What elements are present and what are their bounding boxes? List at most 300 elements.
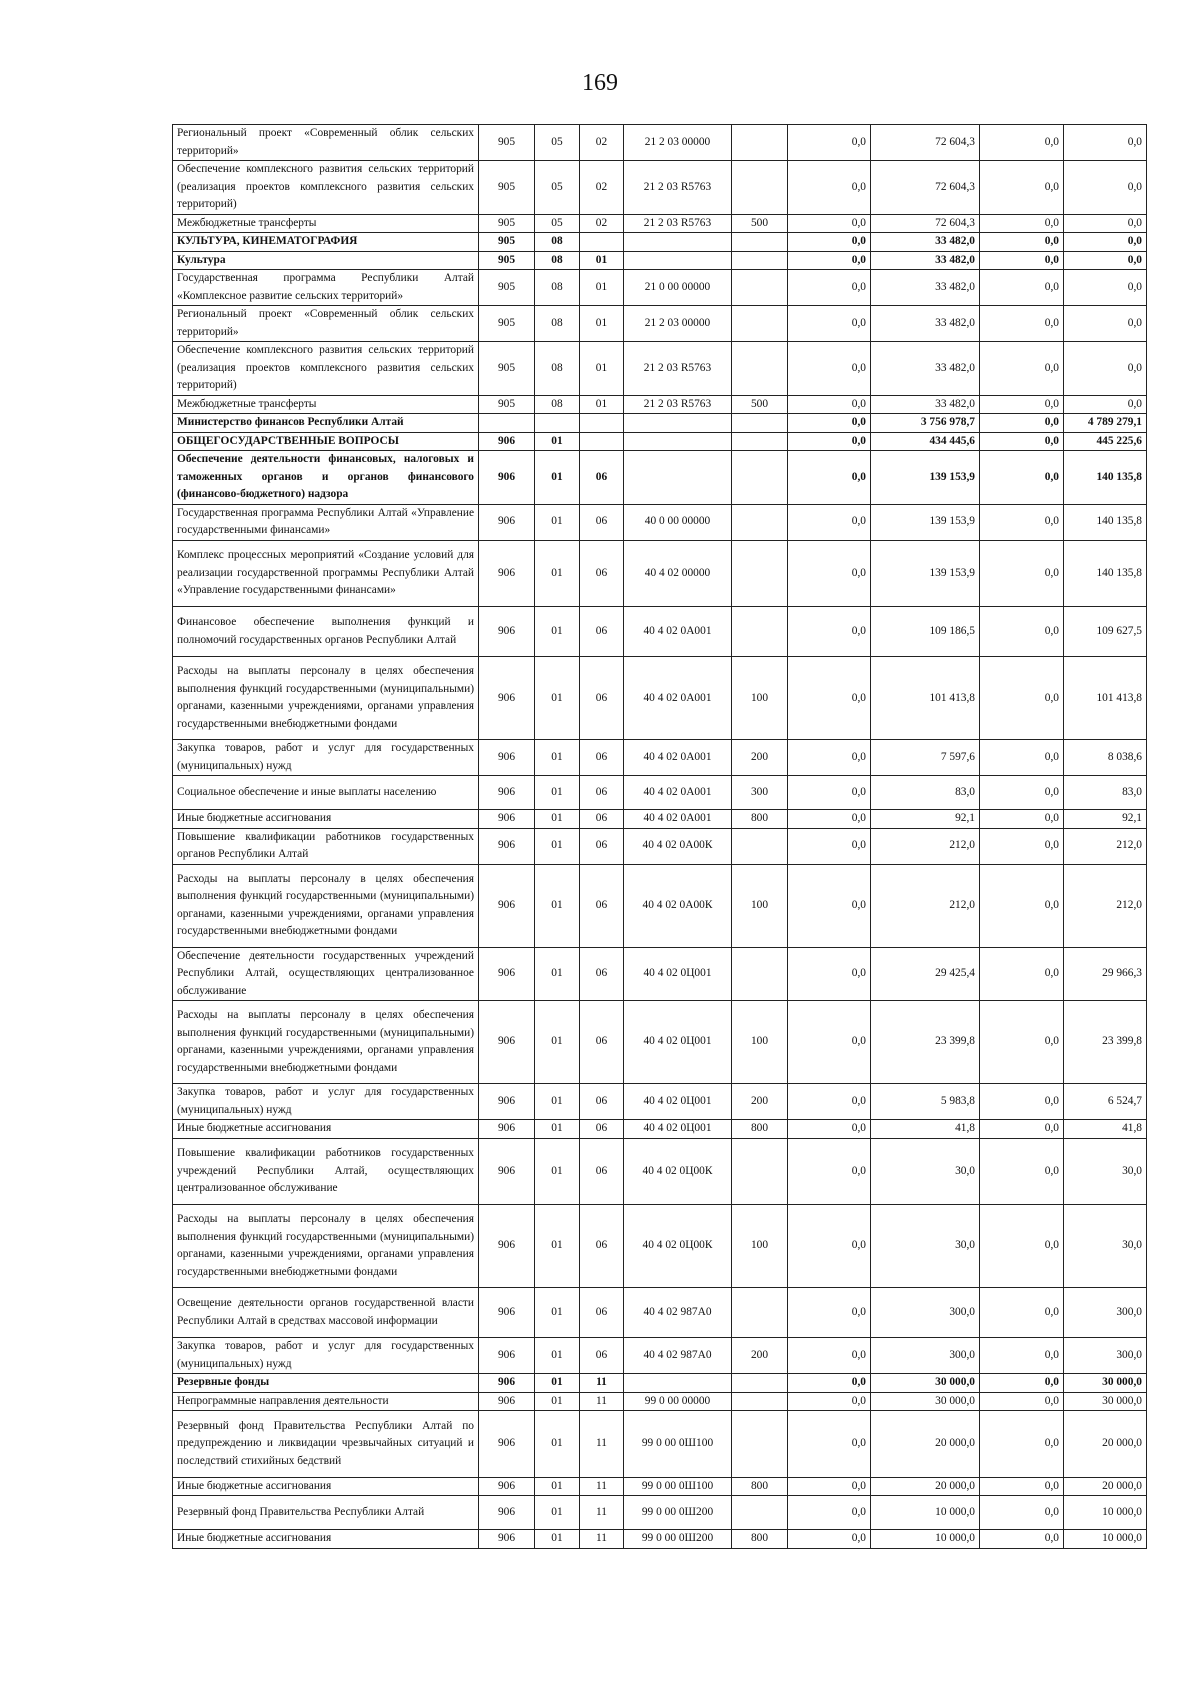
value-cell-4: 92,1 — [1064, 810, 1147, 829]
table-row — [173, 540, 1147, 607]
target-article-cell: 40 4 02 0А00К — [624, 828, 732, 864]
value-cell-1: 0,0 — [788, 504, 871, 540]
table-row — [173, 1477, 1147, 1496]
table-row — [173, 1084, 1147, 1120]
ministry-code-cell: 906 — [479, 828, 535, 864]
value-cell-3: 0,0 — [980, 864, 1064, 947]
value-cell-3: 0,0 — [980, 504, 1064, 540]
subsection-code-cell: 06 — [580, 1138, 624, 1205]
value-cell-4: 140 135,8 — [1064, 504, 1147, 540]
subsection-code-cell: 01 — [580, 251, 624, 270]
section-code-cell: 01 — [535, 1374, 580, 1393]
target-article-cell: 40 4 02 0Ц001 — [624, 1084, 732, 1120]
value-cell-1: 0,0 — [788, 1001, 871, 1084]
expense-type-cell: 100 — [732, 1001, 788, 1084]
row-name-cell: Повышение квалификации работников государственных учреждений Республики Алтай, осуществляющих централизованное обслуживание — [173, 1138, 479, 1205]
value-cell-2: 5 983,8 — [871, 1084, 980, 1120]
value-cell-2: 30 000,0 — [871, 1392, 980, 1411]
value-cell-2: 30,0 — [871, 1138, 980, 1205]
target-article-cell: 40 4 02 00000 — [624, 540, 732, 607]
target-article-cell: 40 4 02 987А0 — [624, 1338, 732, 1374]
target-article-cell — [624, 233, 732, 252]
section-code-cell: 01 — [535, 740, 580, 776]
subsection-code-cell: 06 — [580, 1288, 624, 1338]
subsection-code-cell: 06 — [580, 1001, 624, 1084]
table-row — [173, 306, 1147, 342]
section-code-cell: 01 — [535, 451, 580, 505]
section-code-cell: 01 — [535, 1338, 580, 1374]
expense-type-cell — [732, 451, 788, 505]
value-cell-2: 33 482,0 — [871, 270, 980, 306]
value-cell-1: 0,0 — [788, 657, 871, 740]
target-article-cell: 40 4 02 0А001 — [624, 810, 732, 829]
value-cell-1: 0,0 — [788, 270, 871, 306]
value-cell-3: 0,0 — [980, 1138, 1064, 1205]
section-code-cell: 01 — [535, 432, 580, 451]
expense-type-cell — [732, 161, 788, 215]
row-name-cell: Резервный фонд Правительства Республики Алтай по предупреждению и ликвидации чрезвычайных ситуаций и последствий стихийных бедствий — [173, 1411, 479, 1478]
subsection-code-cell — [580, 432, 624, 451]
value-cell-1: 0,0 — [788, 1530, 871, 1549]
value-cell-2: 20 000,0 — [871, 1411, 980, 1478]
value-cell-4: 30 000,0 — [1064, 1374, 1147, 1393]
expense-type-cell — [732, 342, 788, 396]
expense-type-cell: 200 — [732, 1084, 788, 1120]
subsection-code-cell: 06 — [580, 1084, 624, 1120]
row-name-cell: Повышение квалификации работников государственных органов Республики Алтай — [173, 828, 479, 864]
target-article-cell: 40 4 02 0А00К — [624, 864, 732, 947]
table-row — [173, 776, 1147, 810]
subsection-code-cell: 06 — [580, 810, 624, 829]
value-cell-4: 6 524,7 — [1064, 1084, 1147, 1120]
subsection-code-cell: 06 — [580, 947, 624, 1001]
ministry-code-cell: 906 — [479, 947, 535, 1001]
value-cell-2: 20 000,0 — [871, 1477, 980, 1496]
expense-type-cell — [732, 1374, 788, 1393]
value-cell-2: 41,8 — [871, 1120, 980, 1139]
subsection-code-cell: 06 — [580, 828, 624, 864]
table-row — [173, 1338, 1147, 1374]
value-cell-4: 8 038,6 — [1064, 740, 1147, 776]
value-cell-3: 0,0 — [980, 125, 1064, 161]
section-code-cell: 08 — [535, 251, 580, 270]
value-cell-3: 0,0 — [980, 451, 1064, 505]
section-code-cell: 01 — [535, 540, 580, 607]
expense-type-cell: 300 — [732, 776, 788, 810]
value-cell-3: 0,0 — [980, 161, 1064, 215]
ministry-code-cell: 905 — [479, 125, 535, 161]
target-article-cell: 99 0 00 00000 — [624, 1392, 732, 1411]
value-cell-3: 0,0 — [980, 1205, 1064, 1288]
value-cell-2: 139 153,9 — [871, 451, 980, 505]
value-cell-4: 30,0 — [1064, 1138, 1147, 1205]
expense-type-cell: 200 — [732, 740, 788, 776]
row-name-cell: Резервные фонды — [173, 1374, 479, 1393]
ministry-code-cell: 906 — [479, 1496, 535, 1530]
expense-type-cell: 500 — [732, 395, 788, 414]
target-article-cell: 40 4 02 0Ц00К — [624, 1138, 732, 1205]
value-cell-1: 0,0 — [788, 1338, 871, 1374]
target-article-cell: 40 4 02 987А0 — [624, 1288, 732, 1338]
budget-table — [172, 124, 1147, 1549]
ministry-code-cell — [479, 414, 535, 433]
target-article-cell — [624, 414, 732, 433]
table-row — [173, 432, 1147, 451]
value-cell-4: 300,0 — [1064, 1338, 1147, 1374]
value-cell-3: 0,0 — [980, 342, 1064, 396]
ministry-code-cell: 906 — [479, 1392, 535, 1411]
table-row — [173, 947, 1147, 1001]
section-code-cell: 01 — [535, 1001, 580, 1084]
value-cell-3: 0,0 — [980, 540, 1064, 607]
value-cell-1: 0,0 — [788, 828, 871, 864]
value-cell-4: 10 000,0 — [1064, 1496, 1147, 1530]
ministry-code-cell: 906 — [479, 1477, 535, 1496]
value-cell-4: 41,8 — [1064, 1120, 1147, 1139]
subsection-code-cell — [580, 233, 624, 252]
table-row — [173, 251, 1147, 270]
value-cell-1: 0,0 — [788, 342, 871, 396]
table-row — [173, 1411, 1147, 1478]
subsection-code-cell: 01 — [580, 342, 624, 396]
value-cell-1: 0,0 — [788, 1411, 871, 1478]
ministry-code-cell: 905 — [479, 161, 535, 215]
subsection-code-cell: 02 — [580, 161, 624, 215]
value-cell-2: 72 604,3 — [871, 125, 980, 161]
value-cell-4: 445 225,6 — [1064, 432, 1147, 451]
row-name-cell: Обеспечение деятельности государственных учреждений Республики Алтай, осуществляющих централизованное обслуживание — [173, 947, 479, 1001]
value-cell-3: 0,0 — [980, 1374, 1064, 1393]
section-code-cell: 01 — [535, 1138, 580, 1205]
value-cell-2: 3 756 978,7 — [871, 414, 980, 433]
ministry-code-cell: 906 — [479, 1001, 535, 1084]
value-cell-1: 0,0 — [788, 1084, 871, 1120]
target-article-cell: 40 4 02 0Ц001 — [624, 947, 732, 1001]
value-cell-3: 0,0 — [980, 1392, 1064, 1411]
value-cell-2: 23 399,8 — [871, 1001, 980, 1084]
value-cell-4: 30,0 — [1064, 1205, 1147, 1288]
section-code-cell: 01 — [535, 1496, 580, 1530]
value-cell-1: 0,0 — [788, 1392, 871, 1411]
value-cell-3: 0,0 — [980, 1084, 1064, 1120]
row-name-cell: Культура — [173, 251, 479, 270]
table-row — [173, 451, 1147, 505]
value-cell-1: 0,0 — [788, 414, 871, 433]
subsection-code-cell — [580, 414, 624, 433]
subsection-code-cell: 11 — [580, 1392, 624, 1411]
section-code-cell: 01 — [535, 1288, 580, 1338]
value-cell-1: 0,0 — [788, 1496, 871, 1530]
subsection-code-cell: 06 — [580, 657, 624, 740]
subsection-code-cell: 11 — [580, 1530, 624, 1549]
value-cell-3: 0,0 — [980, 607, 1064, 657]
row-name-cell: Иные бюджетные ассигнования — [173, 810, 479, 829]
ministry-code-cell: 906 — [479, 504, 535, 540]
page-number: 169 — [582, 70, 618, 96]
value-cell-1: 0,0 — [788, 125, 871, 161]
section-code-cell: 08 — [535, 233, 580, 252]
target-article-cell: 99 0 00 0Ш200 — [624, 1496, 732, 1530]
subsection-code-cell: 06 — [580, 607, 624, 657]
ministry-code-cell: 906 — [479, 740, 535, 776]
row-name-cell: Закупка товаров, работ и услуг для государственных (муниципальных) нужд — [173, 740, 479, 776]
target-article-cell: 40 4 02 0А001 — [624, 657, 732, 740]
table-row — [173, 1392, 1147, 1411]
table-row — [173, 414, 1147, 433]
row-name-cell: Освещение деятельности органов государственной власти Республики Алтай в средствах массовой информации — [173, 1288, 479, 1338]
expense-type-cell — [732, 540, 788, 607]
expense-type-cell — [732, 306, 788, 342]
section-code-cell: 05 — [535, 161, 580, 215]
section-code-cell: 08 — [535, 395, 580, 414]
value-cell-2: 33 482,0 — [871, 251, 980, 270]
value-cell-1: 0,0 — [788, 233, 871, 252]
value-cell-4: 0,0 — [1064, 306, 1147, 342]
value-cell-2: 300,0 — [871, 1288, 980, 1338]
value-cell-1: 0,0 — [788, 1288, 871, 1338]
row-name-cell: Социальное обеспечение и иные выплаты населению — [173, 776, 479, 810]
section-code-cell — [535, 414, 580, 433]
row-name-cell: Иные бюджетные ассигнования — [173, 1530, 479, 1549]
row-name-cell: КУЛЬТУРА, КИНЕМАТОГРАФИЯ — [173, 233, 479, 252]
table-row — [173, 864, 1147, 947]
section-code-cell: 01 — [535, 947, 580, 1001]
table-row — [173, 270, 1147, 306]
row-name-cell: Обеспечение деятельности финансовых, налоговых и таможенных органов и органов финансового (финансово-бюджетного) надзора — [173, 451, 479, 505]
expense-type-cell: 500 — [732, 214, 788, 233]
expense-type-cell: 800 — [732, 1120, 788, 1139]
table-row — [173, 1496, 1147, 1530]
ministry-code-cell: 905 — [479, 342, 535, 396]
row-name-cell: Финансовое обеспечение выполнения функций и полномочий государственных органов Республики Алтай — [173, 607, 479, 657]
target-article-cell: 99 0 00 0Ш200 — [624, 1530, 732, 1549]
expense-type-cell — [732, 251, 788, 270]
value-cell-1: 0,0 — [788, 1374, 871, 1393]
value-cell-4: 0,0 — [1064, 342, 1147, 396]
value-cell-1: 0,0 — [788, 395, 871, 414]
ministry-code-cell: 906 — [479, 1374, 535, 1393]
table-row — [173, 395, 1147, 414]
expense-type-cell — [732, 828, 788, 864]
value-cell-1: 0,0 — [788, 1138, 871, 1205]
value-cell-1: 0,0 — [788, 306, 871, 342]
ministry-code-cell: 906 — [479, 776, 535, 810]
table-row — [173, 1205, 1147, 1288]
value-cell-3: 0,0 — [980, 828, 1064, 864]
value-cell-4: 212,0 — [1064, 828, 1147, 864]
subsection-code-cell: 11 — [580, 1374, 624, 1393]
target-article-cell: 21 2 03 R5763 — [624, 342, 732, 396]
subsection-code-cell: 06 — [580, 864, 624, 947]
value-cell-3: 0,0 — [980, 233, 1064, 252]
ministry-code-cell: 906 — [479, 1084, 535, 1120]
value-cell-3: 0,0 — [980, 947, 1064, 1001]
row-name-cell: Иные бюджетные ассигнования — [173, 1120, 479, 1139]
row-name-cell: Закупка товаров, работ и услуг для государственных (муниципальных) нужд — [173, 1084, 479, 1120]
target-article-cell: 21 2 03 R5763 — [624, 395, 732, 414]
row-name-cell: Расходы на выплаты персоналу в целях обеспечения выполнения функций государственными (муниципальными) органами, казенными учреждениями, органами управления государственными внебюджетными фондами — [173, 864, 479, 947]
value-cell-1: 0,0 — [788, 214, 871, 233]
value-cell-1: 0,0 — [788, 540, 871, 607]
expense-type-cell — [732, 270, 788, 306]
ministry-code-cell: 906 — [479, 1338, 535, 1374]
table-row — [173, 1120, 1147, 1139]
ministry-code-cell: 905 — [479, 233, 535, 252]
ministry-code-cell: 906 — [479, 1205, 535, 1288]
value-cell-4: 4 789 279,1 — [1064, 414, 1147, 433]
subsection-code-cell: 01 — [580, 395, 624, 414]
table-row — [173, 607, 1147, 657]
value-cell-3: 0,0 — [980, 1338, 1064, 1374]
subsection-code-cell: 02 — [580, 214, 624, 233]
value-cell-3: 0,0 — [980, 776, 1064, 810]
row-name-cell: Межбюджетные трансферты — [173, 214, 479, 233]
value-cell-3: 0,0 — [980, 432, 1064, 451]
value-cell-2: 33 482,0 — [871, 395, 980, 414]
table-body — [173, 125, 1147, 1549]
ministry-code-cell: 906 — [479, 1120, 535, 1139]
expense-type-cell: 800 — [732, 810, 788, 829]
section-code-cell: 01 — [535, 1205, 580, 1288]
table-row — [173, 1530, 1147, 1549]
expense-type-cell — [732, 1411, 788, 1478]
value-cell-3: 0,0 — [980, 1530, 1064, 1549]
value-cell-2: 33 482,0 — [871, 342, 980, 396]
row-name-cell: Расходы на выплаты персоналу в целях обеспечения выполнения функций государственными (муниципальными) органами, казенными учреждениями, органами управления государственными внебюджетными фондами — [173, 1205, 479, 1288]
subsection-code-cell: 06 — [580, 1338, 624, 1374]
value-cell-2: 212,0 — [871, 864, 980, 947]
value-cell-4: 140 135,8 — [1064, 540, 1147, 607]
section-code-cell: 01 — [535, 1084, 580, 1120]
value-cell-4: 101 413,8 — [1064, 657, 1147, 740]
value-cell-2: 30,0 — [871, 1205, 980, 1288]
row-name-cell: Комплекс процессных мероприятий «Создание условий для реализации государственной программы Республики Алтай «Управление государственными финансами» — [173, 540, 479, 607]
section-code-cell: 01 — [535, 607, 580, 657]
target-article-cell: 40 4 02 0Ц00К — [624, 1205, 732, 1288]
row-name-cell: Обеспечение комплексного развития сельских территорий (реализация проектов комплексного развития сельских территорий) — [173, 342, 479, 396]
value-cell-1: 0,0 — [788, 864, 871, 947]
expense-type-cell — [732, 414, 788, 433]
row-name-cell: Резервный фонд Правительства Республики Алтай — [173, 1496, 479, 1530]
ministry-code-cell: 906 — [479, 451, 535, 505]
value-cell-4: 109 627,5 — [1064, 607, 1147, 657]
value-cell-1: 0,0 — [788, 776, 871, 810]
value-cell-2: 30 000,0 — [871, 1374, 980, 1393]
value-cell-1: 0,0 — [788, 1120, 871, 1139]
target-article-cell: 99 0 00 0Ш100 — [624, 1477, 732, 1496]
table-row — [173, 828, 1147, 864]
target-article-cell: 21 2 03 00000 — [624, 306, 732, 342]
target-article-cell: 21 2 03 R5763 — [624, 214, 732, 233]
value-cell-1: 0,0 — [788, 251, 871, 270]
value-cell-4: 0,0 — [1064, 125, 1147, 161]
subsection-code-cell: 06 — [580, 540, 624, 607]
expense-type-cell — [732, 1392, 788, 1411]
table-row — [173, 214, 1147, 233]
value-cell-3: 0,0 — [980, 1496, 1064, 1530]
target-article-cell: 40 4 02 0А001 — [624, 740, 732, 776]
expense-type-cell — [732, 504, 788, 540]
target-article-cell — [624, 432, 732, 451]
value-cell-1: 0,0 — [788, 451, 871, 505]
subsection-code-cell: 06 — [580, 776, 624, 810]
value-cell-1: 0,0 — [788, 947, 871, 1001]
section-code-cell: 01 — [535, 810, 580, 829]
value-cell-2: 300,0 — [871, 1338, 980, 1374]
expense-type-cell — [732, 1138, 788, 1205]
value-cell-4: 20 000,0 — [1064, 1477, 1147, 1496]
target-article-cell: 40 0 00 00000 — [624, 504, 732, 540]
value-cell-4: 0,0 — [1064, 251, 1147, 270]
value-cell-2: 139 153,9 — [871, 540, 980, 607]
value-cell-1: 0,0 — [788, 810, 871, 829]
ministry-code-cell: 905 — [479, 251, 535, 270]
value-cell-2: 72 604,3 — [871, 214, 980, 233]
row-name-cell: Министерство финансов Республики Алтай — [173, 414, 479, 433]
value-cell-2: 10 000,0 — [871, 1530, 980, 1549]
value-cell-4: 30 000,0 — [1064, 1392, 1147, 1411]
target-article-cell: 21 2 03 00000 — [624, 125, 732, 161]
table-row — [173, 233, 1147, 252]
ministry-code-cell: 905 — [479, 270, 535, 306]
target-article-cell: 40 4 02 0Ц001 — [624, 1120, 732, 1139]
value-cell-1: 0,0 — [788, 740, 871, 776]
target-article-cell: 40 4 02 0А001 — [624, 607, 732, 657]
row-name-cell: Государственная программа Республики Алтай «Комплексное развитие сельских территорий» — [173, 270, 479, 306]
expense-type-cell — [732, 432, 788, 451]
value-cell-4: 0,0 — [1064, 395, 1147, 414]
row-name-cell: Закупка товаров, работ и услуг для государственных (муниципальных) нужд — [173, 1338, 479, 1374]
value-cell-3: 0,0 — [980, 395, 1064, 414]
table-row — [173, 1374, 1147, 1393]
expense-type-cell: 100 — [732, 864, 788, 947]
value-cell-1: 0,0 — [788, 161, 871, 215]
value-cell-2: 83,0 — [871, 776, 980, 810]
value-cell-2: 92,1 — [871, 810, 980, 829]
value-cell-4: 212,0 — [1064, 864, 1147, 947]
expense-type-cell: 800 — [732, 1477, 788, 1496]
value-cell-1: 0,0 — [788, 607, 871, 657]
value-cell-4: 0,0 — [1064, 161, 1147, 215]
value-cell-3: 0,0 — [980, 1411, 1064, 1478]
value-cell-1: 0,0 — [788, 1477, 871, 1496]
section-code-cell: 01 — [535, 864, 580, 947]
expense-type-cell — [732, 1496, 788, 1530]
value-cell-2: 109 186,5 — [871, 607, 980, 657]
subsection-code-cell: 11 — [580, 1477, 624, 1496]
section-code-cell: 05 — [535, 125, 580, 161]
value-cell-4: 20 000,0 — [1064, 1411, 1147, 1478]
row-name-cell: Межбюджетные трансферты — [173, 395, 479, 414]
value-cell-3: 0,0 — [980, 270, 1064, 306]
ministry-code-cell: 905 — [479, 214, 535, 233]
table-row — [173, 161, 1147, 215]
value-cell-3: 0,0 — [980, 251, 1064, 270]
value-cell-1: 0,0 — [788, 1205, 871, 1288]
expense-type-cell — [732, 233, 788, 252]
value-cell-2: 33 482,0 — [871, 306, 980, 342]
ministry-code-cell: 905 — [479, 395, 535, 414]
value-cell-2: 72 604,3 — [871, 161, 980, 215]
subsection-code-cell: 01 — [580, 270, 624, 306]
row-name-cell: Региональный проект «Современный облик сельских территорий» — [173, 125, 479, 161]
value-cell-2: 10 000,0 — [871, 1496, 980, 1530]
ministry-code-cell: 906 — [479, 864, 535, 947]
section-code-cell: 01 — [535, 1120, 580, 1139]
subsection-code-cell: 06 — [580, 1205, 624, 1288]
ministry-code-cell: 906 — [479, 540, 535, 607]
expense-type-cell: 200 — [732, 1338, 788, 1374]
